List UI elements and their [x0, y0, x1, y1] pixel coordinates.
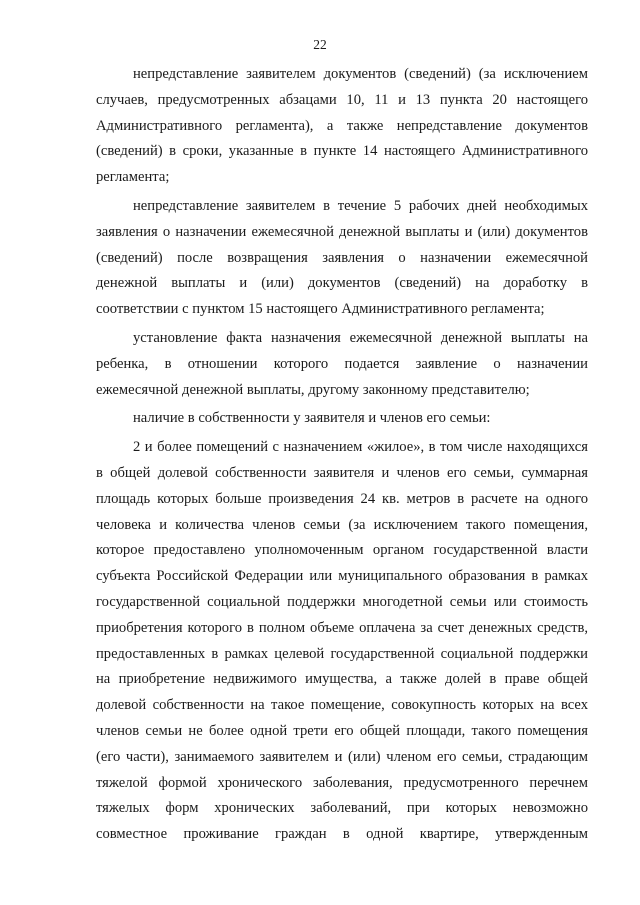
paragraph: [96, 406, 588, 432]
text-line: наличие в собственности у заявителя и членов его семьи:: [133, 410, 491, 427]
text-line: регламента;: [96, 169, 170, 186]
text-line: денежной выплаты и (или) документов (сведений) на доработку в: [96, 275, 588, 292]
text-line: государственной социальной поддержки многодетной семьи или стоимость: [96, 593, 588, 610]
text-line: в общей долевой собственности заявителя и членов его семьи, суммарная: [96, 464, 588, 481]
page-number: 22: [313, 37, 327, 52]
text-line: непредставление заявителем документов (сведений) (за исключением: [133, 66, 588, 82]
text-line: человека и количества членов семьи (за исключением такого помещения,: [96, 516, 588, 533]
text-line: которое предоставлено уполномоченным органом государственной власти: [96, 542, 588, 559]
text-line: площадь которых больше произведения 24 кв. метров в расчете на одного: [96, 490, 588, 507]
text-line: (сведений) после возвращения заявления о назначении ежемесячной: [96, 249, 588, 266]
text-line: тяжелой формой хронического заболевания, предусмотренного перечнем: [96, 774, 588, 791]
text-line: приобретения которого в полном объеме оплачена за счет денежных средств,: [96, 619, 588, 636]
text-line: заявления о назначении ежемесячной денежной выплаты и (или) документов: [96, 223, 588, 240]
text-line: Административного регламента), а также непредставление документов: [96, 117, 588, 134]
paragraph: [96, 435, 588, 848]
text-line: долевой собственности на такое помещение, совокупность которых на всех: [96, 697, 588, 714]
text-line: предоставленных в рамках целевой государственной социальной поддержки: [96, 645, 588, 662]
text-line: ежемесячной денежной выплаты, другому законному представителю;: [96, 381, 530, 398]
text-line: ребенка, в отношении которого подается заявление о назначении: [96, 355, 588, 372]
text-line: случаев, предусмотренных абзацами 10, 11 и 13 пункта 20 настоящего: [96, 91, 588, 108]
text-line: совместное проживание граждан в одной квартире, утвержденным: [96, 826, 588, 843]
paragraph: [96, 326, 588, 403]
text-line: тяжелых форм хронических заболеваний, при которых невозможно: [96, 800, 588, 817]
text-line: на приобретение недвижимого имущества, а также долей в праве общей: [96, 671, 588, 688]
document-body: [96, 62, 588, 848]
text-line: непредставление заявителем в течение 5 рабочих дней необходимых: [133, 197, 588, 214]
text-line: субъекта Российской Федерации или муниципального образования в рамках: [96, 568, 588, 585]
text-line: (сведений) в сроки, указанные в пункте 14 настоящего Административного: [96, 143, 588, 160]
text-line: соответствии с пунктом 15 настоящего Административного регламента;: [96, 301, 545, 318]
paragraph: [96, 62, 588, 191]
paragraph: [96, 194, 588, 323]
text-line: установление факта назначения ежемесячной денежной выплаты на: [133, 329, 588, 346]
text-line: (его части), занимаемого заявителем и (или) членом его семьи, страдающим: [96, 748, 588, 765]
text-line: членов семьи не более одной трети его общей площади, такого помещения: [96, 722, 588, 739]
text-line: 2 и более помещений с назначением «жилое», в том числе находящихся: [133, 439, 588, 456]
